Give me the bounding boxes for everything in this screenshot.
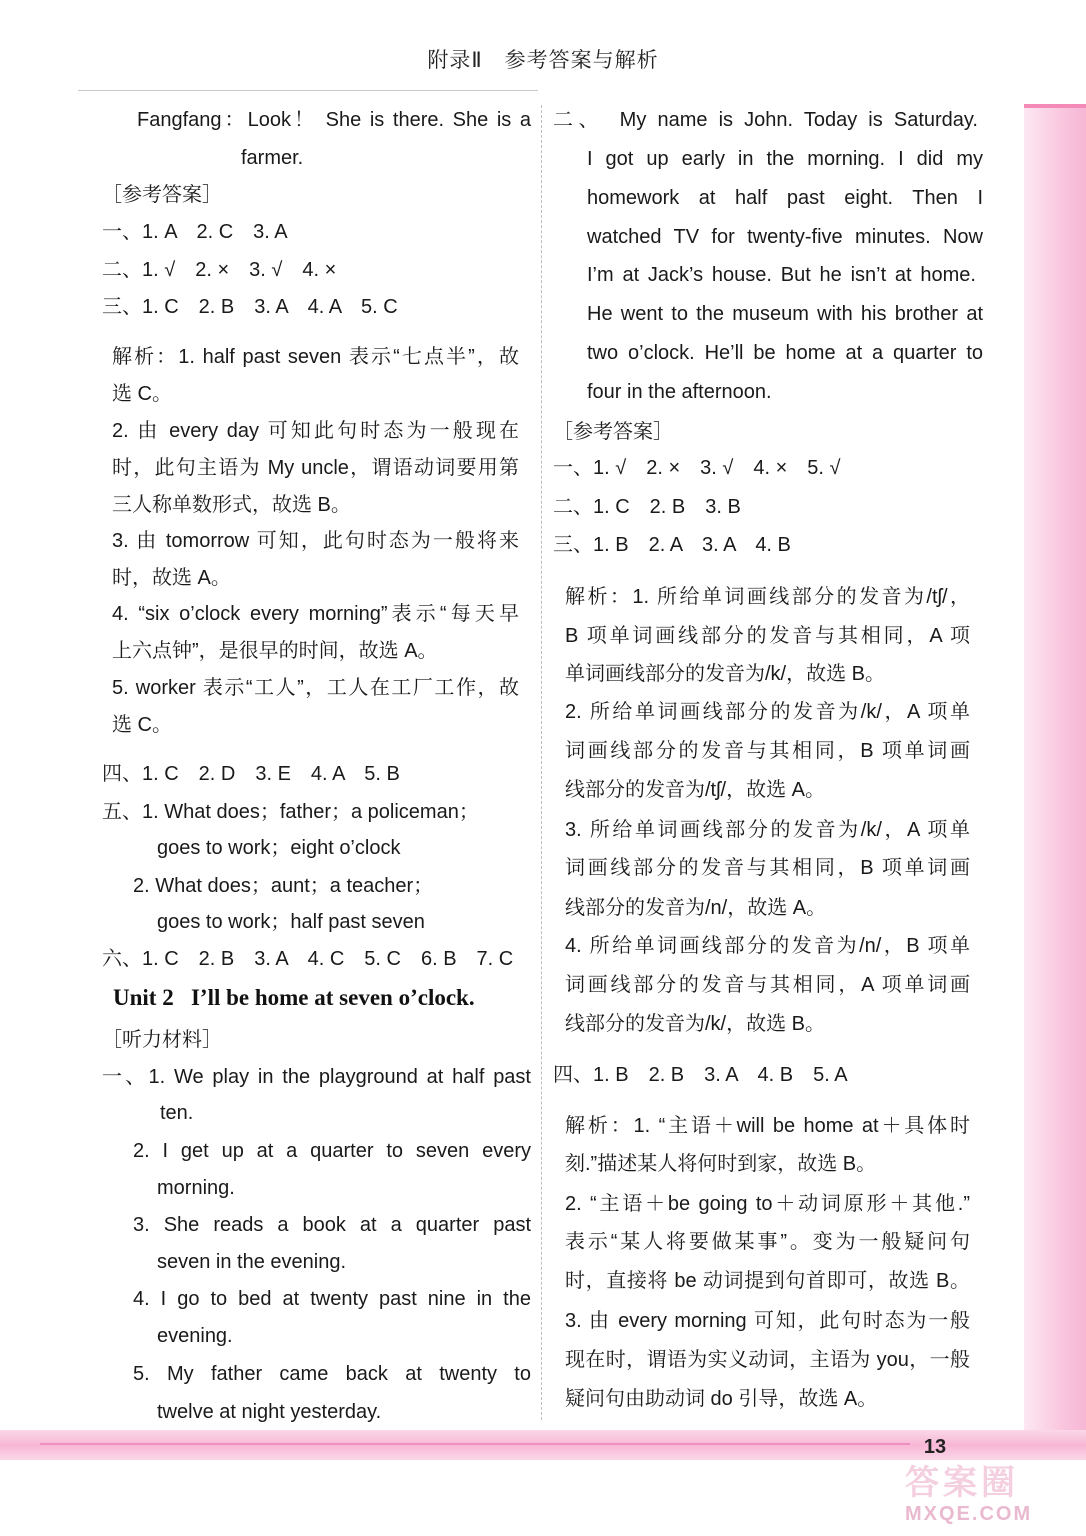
footer-rule [40,1443,910,1445]
listening-line: evening. [157,1325,233,1347]
explanation-line: 三人称单数形式，故选 B。 [112,494,351,516]
dialogue-line: farmer. [241,147,304,169]
explanation-line: 单词画线部分的发音为/k/，故选 B。 [565,663,886,685]
explanation-line: 解析：1. half past seven 表示“七点半”，故 [112,346,519,368]
watermark-url: MXQE.COM [905,1503,1033,1525]
listening-line: twelve at night yesterday. [157,1401,382,1423]
explanation-line: 3. 由 every morning 可知，此句时态为一般 [565,1310,970,1332]
explanation-line: 线部分的发音为/n/，故选 A。 [565,897,827,919]
page-header: 附录Ⅱ 参考答案与解析 [427,49,659,72]
right-margin-accent [1024,104,1086,108]
listening-line: I’m at Jack’s house. But he isn’t at home. [587,264,976,286]
listening-line: morning. [157,1177,235,1199]
answer-line: 四、1. C 2. D 3. E 4. A 5. B [102,763,400,785]
page-number: 13 [923,1436,947,1458]
explanation-line: 3. 所给单词画线部分的发音为/k/，A 项单 [565,819,970,841]
answer-line: goes to work；half past seven [157,911,425,933]
answer-line: 三、1. B 2. A 3. A 4. B [553,534,791,556]
answer-line: 三、1. C 2. B 3. A 4. A 5. C [102,296,398,318]
section-heading: ［听力材料］ [102,1029,222,1051]
listening-line: 3. She reads a book at a quarter past [133,1214,531,1236]
explanation-line: 线部分的发音为/tʃ/，故选 A。 [565,779,826,801]
explanation-line: 疑问句由助动词 do 引导，故选 A。 [565,1388,878,1410]
explanation-line: 4. 所给单词画线部分的发音为/n/，B 项单 [565,935,970,957]
header-rule [78,90,538,91]
explanation-line: 时，直接将 be 动词提到句首即可，故选 B。 [565,1270,970,1292]
explanation-line: B 项单词画线部分的发音与其相同，A 项 [565,625,970,647]
explanation-line: 线部分的发音为/k/，故选 B。 [565,1013,826,1035]
answer-line: 一、1. √ 2. × 3. √ 4. × 5. √ [553,457,841,479]
answer-line: goes to work；eight o’clock [157,837,401,859]
explanation-line: 解析：1. 所给单词画线部分的发音为/tʃ/， [565,586,970,608]
column-divider [541,105,542,1420]
watermark-text: 答案圈 [905,1464,1019,1502]
explanation-line: 2. 所给单词画线部分的发音为/k/，A 项单 [565,701,970,723]
explanation-line: 选 C。 [112,383,172,405]
explanation-line: 刻.”描述某人将何时到家，故选 B。 [565,1153,877,1175]
listening-line: homework at half past eight. Then I [587,187,983,209]
section-heading: ［参考答案］ [553,421,673,443]
listening-line: watched TV for twenty-five minutes. Now [587,226,983,248]
answer-line: 2. What does；aunt；a teacher； [133,875,434,897]
explanation-line: 词画线部分的发音与其相同，B 项单词画 [565,857,970,879]
explanation-line: 2. “主语＋be going to＋动词原形＋其他.” [565,1193,970,1215]
unit-label: Unit 2 [113,985,174,1010]
answer-line: 一、1. A 2. C 3. A [102,221,288,243]
listening-line: two o’clock. He’ll be home at a quarter to [587,342,983,364]
explanation-line: 选 C。 [112,714,172,736]
explanation-line: 时，故选 A。 [112,567,231,589]
answer-line: 六、1. C 2. B 3. A 4. C 5. C 6. B 7. C [102,948,514,970]
explanation-line: 表示“某人将要做某事”。变为一般疑问句 [565,1231,970,1253]
explanation-line: 词画线部分的发音与其相同，A 项单词画 [565,974,970,996]
listening-line: seven in the evening. [157,1251,347,1273]
explanation-line: 解析：1. “主语＋will be home at＋具体时 [565,1115,970,1137]
unit-heading [113,985,475,1011]
explanation-line: 5. worker 表示“工人”，工人在工厂工作，故 [112,677,519,699]
answer-line: 二、1. C 2. B 3. B [553,496,741,518]
answer-line: 五、1. What does；father；a policeman； [102,801,479,823]
dialogue-line: Fangfang：Look！ She is there. She is a [137,109,531,131]
listening-line: 4. I go to bed at twenty past nine in the [133,1288,531,1310]
explanation-line: 上六点钟”，是很早的时间，故选 A。 [112,640,438,662]
listening-line: 一、1. We play in the playground at half past [102,1066,531,1088]
explanation-line: 时，此句主语为 My uncle，谓语动词要用第 [112,457,519,479]
answer-line: 四、1. B 2. B 3. A 4. B 5. A [553,1064,848,1086]
listening-line: 5. My father came back at twenty to [133,1363,531,1385]
listening-line: 2. I get up at a quarter to seven every [133,1140,531,1162]
right-margin-decoration [1024,104,1086,1434]
answer-line: 二、1. √ 2. × 3. √ 4. × [102,259,337,281]
explanation-line: 4. “six o’clock every morning”表示“每天早 [112,603,519,625]
listening-line: 二、 My name is John. Today is Saturday. [553,109,978,131]
explanation-line: 3. 由 tomorrow 可知，此句时态为一般将来 [112,530,519,552]
watermark-logo [905,1465,1080,1525]
unit-title: I’ll be home at seven o’clock. [190,985,475,1010]
listening-line: I got up early in the morning. I did my [587,148,983,170]
listening-line: He went to the museum with his brother at [587,303,983,325]
listening-line: ten. [160,1102,194,1124]
section-heading: ［参考答案］ [102,184,222,206]
explanation-line: 词画线部分的发音与其相同，B 项单词画 [565,740,970,762]
listening-line: four in the afternoon. [587,381,772,403]
explanation-line: 2. 由 every day 可知此句时态为一般现在 [112,420,519,442]
explanation-line: 现在时，谓语为实义动词，主语为 you，一般 [565,1349,970,1371]
